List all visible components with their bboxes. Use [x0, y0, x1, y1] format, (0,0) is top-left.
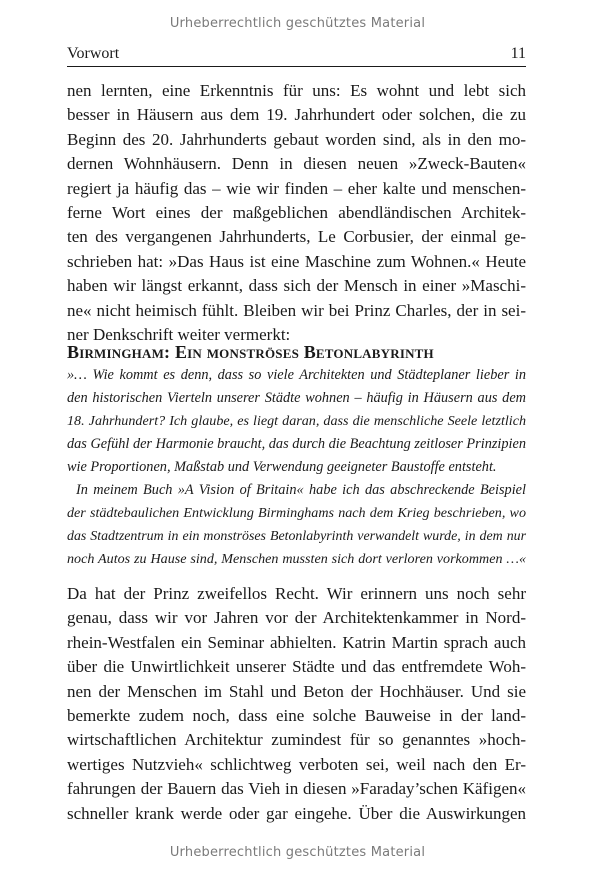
quote-line: der städtebaulichen Entwicklung Birminghams nach dem Krieg beschrieben, wo: [67, 505, 526, 521]
section-heading: Birmingham: Ein monströses Betonlabyrinth: [67, 342, 434, 362]
quote-line: In meinem Buch »A Vision of Britain« habe ich das abschreckende Beispiel: [76, 482, 526, 498]
header-rule: [67, 66, 526, 67]
watermark-bottom: Urheberrechtlich geschütztes Material: [169, 845, 426, 860]
text-line: schrieben hat: »Das Haus ist eine Maschine zum Wohnen.« Heute: [67, 251, 526, 271]
quote-line: 18. Jahrhundert? Ich glaube, es liegt daran, dass die menschliche Seele letztlich: [67, 413, 526, 429]
chapter-title: Vorwort: [67, 45, 120, 62]
text-line: Beginn des 20. Jahrhunderts gebaut worden sind, als in den mo-: [67, 129, 526, 149]
paragraph-1: [67, 79, 526, 347]
text-line: ten des vergangenen Jahrhunderts, Le Corbusier, der einmal ge-: [67, 227, 526, 247]
text-line: rhein-Westfalen ein Seminar abhielten. Katrin Martin sprach auch: [67, 632, 526, 652]
text-line: bemerkte zudem noch, dass eine solche Bauweise in der land-: [67, 706, 526, 726]
quote-line: das Gefühl der Harmonie braucht, das durch die Beachtung zeitloser Prinzipien: [67, 436, 526, 452]
quote-line: »… Wie kommt es denn, dass so viele Architekten und Städteplaner lieber in: [67, 367, 526, 383]
text-line: ferne Wort eines der maßgeblichen abendländischen Architek-: [67, 203, 526, 223]
watermark-top: Urheberrechtlich geschütztes Material: [169, 16, 426, 31]
text-line: besser in Häusern aus dem 19. Jahrhundert oder solchen, die zu: [67, 105, 526, 125]
quote-line: den historischen Vierteln unserer Städte wohnen – häufig in Häusern aus dem: [67, 390, 526, 406]
text-line: nen der Menschen im Stahl und Beton der Hochhäuser. Und sie: [67, 681, 526, 701]
quote-line: wie Proportionen, Maßstab und Verwendung geeigneter Baustoffe entsteht.: [67, 459, 497, 475]
quote-line: das Stadtzentrum in ein monströses Betonlabyrinth verwandelt wurde, in dem nur: [67, 529, 526, 544]
text-line: dernen Wohnhäusern. Denn in diesen neuen »Zweck-Bauten«: [67, 154, 526, 174]
text-line: genau, dass wir vor Jahren vor der Architektenkammer in Nord-: [67, 608, 526, 628]
paragraph-2: [67, 582, 526, 826]
page-number: 11: [510, 45, 526, 62]
quotation-block: [67, 364, 526, 571]
text-line: ne« nicht heimisch fühlt. Bleiben wir bei Prinz Charles, der in sei-: [67, 300, 526, 320]
text-line: Da hat der Prinz zweifellos Recht. Wir erinnern uns noch sehr: [67, 584, 526, 603]
text-line: nen lernten, eine Erkenntnis für uns: Es wohnt und lebt sich: [67, 81, 526, 100]
text-line: haben wir längst erkannt, dass sich der Mensch in einer »Maschi-: [67, 276, 526, 296]
text-line: wertiges Nutzvieh« schlichtweg verboten sei, weil nach den Er-: [67, 754, 526, 774]
text-line: regiert ja häufig das – wie wir finden – eher kalte und menschen-: [67, 178, 526, 198]
text-line: fahrungen der Bauern das Vieh in diesen »Faraday’schen Käfigen«: [67, 779, 526, 799]
text-line: über die Unwirtlichkeit unserer Städte und das entfremdete Woh-: [67, 657, 526, 677]
quote-line: noch Autos zu Hause sind, Menschen mussten sich dort verloren vorkommen …«: [67, 551, 526, 567]
text-line: schneller krank werde oder gar eingehe. Über die Auswirkungen: [67, 803, 526, 823]
running-head: [67, 44, 526, 64]
text-line: ner Denkschrift weiter vermerkt:: [67, 325, 291, 345]
text-line: wirtschaftlichen Architektur zumindest für so genanntes »hoch-: [67, 730, 526, 750]
